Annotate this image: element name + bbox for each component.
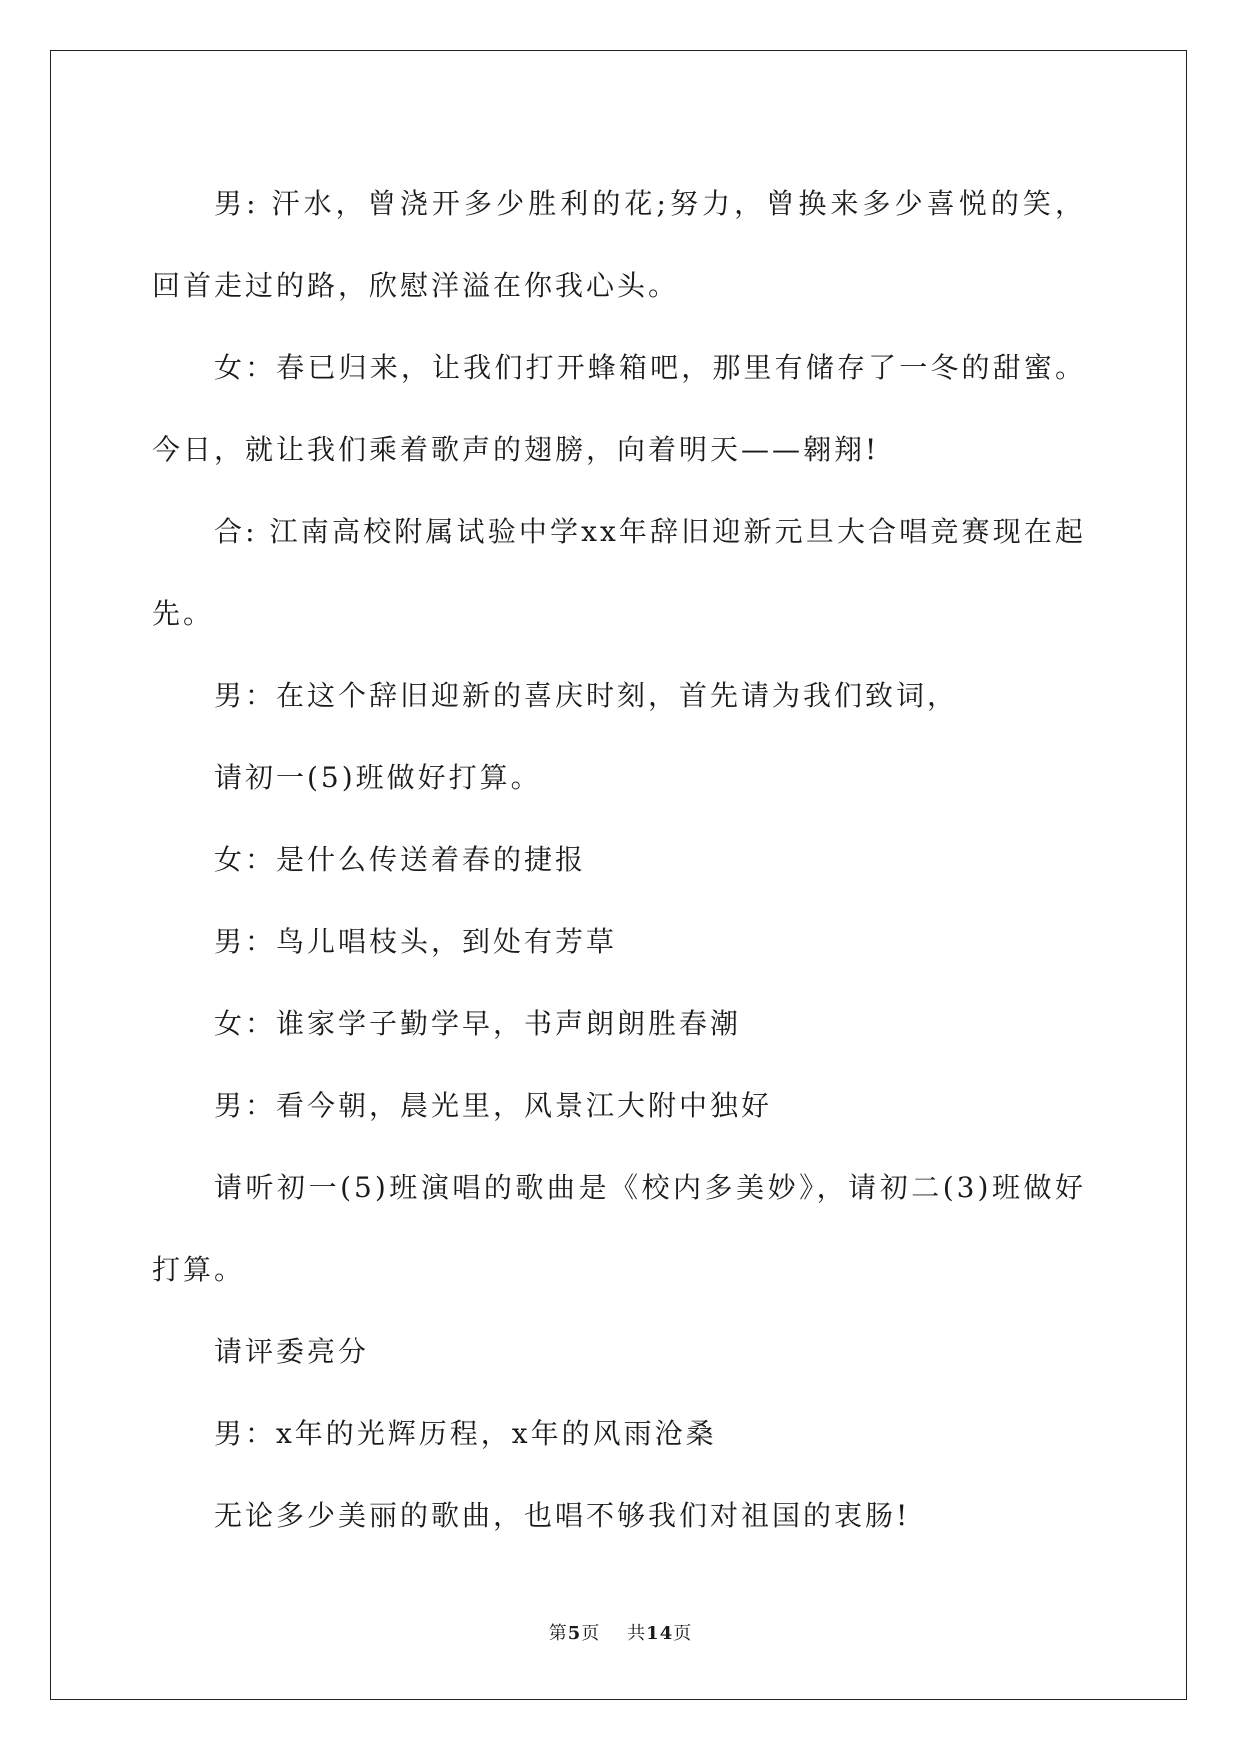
paragraph: 请评委亮分 <box>214 1335 370 1368</box>
paragraph: 无论多少美丽的歌曲，也唱不够我们对祖国的衷肠! <box>214 1499 911 1532</box>
paragraph: 合: 江南高校附属试验中学xx年辞旧迎新元旦大合唱竞赛现在起先。 <box>152 515 1086 630</box>
paragraph: 男：鸟儿唱枝头，到处有芳草 <box>214 925 618 958</box>
page-prefix: 第 <box>548 1623 568 1644</box>
paragraph: 请听初一(5)班演唱的歌曲是《校内多美妙》，请初二(3)班做好打算。 <box>152 1171 1086 1286</box>
paragraph: 男：x年的光辉历程，x年的风雨沧桑 <box>214 1417 717 1450</box>
document-body <box>152 163 1086 1557</box>
total-unit: 页 <box>673 1623 693 1644</box>
paragraph: 请初一(5)班做好打算。 <box>214 761 542 794</box>
paragraph: 男：在这个辞旧迎新的喜庆时刻，首先请为我们致词， <box>214 679 959 712</box>
page-number-footer <box>0 1619 1241 1645</box>
total-prefix: 共 <box>627 1623 647 1644</box>
paragraph: 女：春已归来，让我们打开蜂箱吧，那里有储存了一冬的甜蜜。今日，就让我们乘着歌声的翅膀，向着明天——翱翔! <box>152 351 1086 466</box>
paragraph: 男：看今朝，晨光里，风景江大附中独好 <box>214 1089 773 1122</box>
paragraph: 女：是什么传送着春的捷报 <box>214 843 587 876</box>
page-unit: 页 <box>581 1623 601 1644</box>
current-page-number: 5 <box>567 1623 582 1644</box>
paragraph: 男: 汗水，曾浇开多少胜利的花;努力，曾换来多少喜悦的笑，回首走过的路，欣慰洋溢在你我心头。 <box>152 187 1086 302</box>
paragraph: 女：谁家学子勤学早，书声朗朗胜春潮 <box>214 1007 742 1040</box>
total-page-count: 14 <box>646 1623 674 1644</box>
